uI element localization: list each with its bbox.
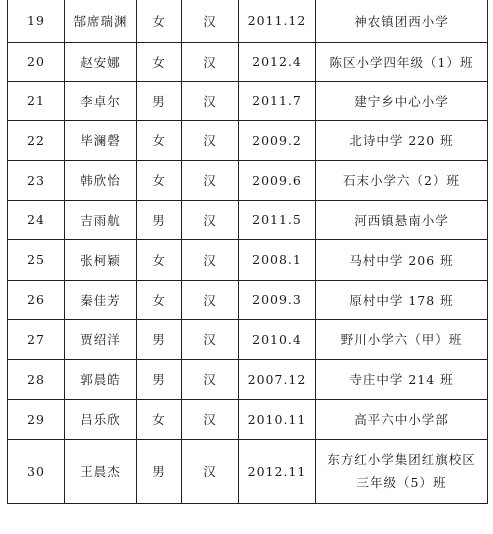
row-number: 27	[8, 319, 65, 359]
row-number: 19	[8, 0, 65, 42]
school-cell	[316, 239, 488, 280]
student-name: 王晨杰	[65, 439, 137, 503]
school-cell	[316, 359, 488, 399]
row-number: 29	[8, 399, 65, 439]
school-line: 神农镇团西小学	[354, 13, 449, 29]
gender-cell: 男	[137, 439, 182, 503]
ethnicity-cell: 汉	[182, 439, 239, 503]
gender-cell: 男	[137, 319, 182, 359]
student-name: 郜席瑞渊	[65, 0, 137, 42]
table-row	[8, 399, 488, 439]
ethnicity-cell: 汉	[182, 160, 239, 200]
birth-date-cell: 2009.6	[239, 160, 316, 200]
gender-cell: 男	[137, 200, 182, 239]
gender-cell: 女	[137, 160, 182, 200]
student-name: 毕澜磬	[65, 120, 137, 160]
school-line: 东方红小学集团红旗校区	[327, 452, 476, 467]
row-number: 24	[8, 200, 65, 239]
student-name: 秦佳芳	[65, 280, 137, 319]
row-number: 22	[8, 120, 65, 160]
school-cell	[316, 42, 488, 81]
birth-date-cell: 2011.12	[239, 0, 316, 42]
school-cell	[316, 160, 488, 200]
birth-date-cell: 2009.3	[239, 280, 316, 319]
student-name: 吉雨航	[65, 200, 137, 239]
table-row	[8, 359, 488, 399]
student-name: 韩欣怡	[65, 160, 137, 200]
birth-date-cell: 2012.11	[239, 439, 316, 503]
student-name: 吕乐欣	[65, 399, 137, 439]
gender-cell: 女	[137, 42, 182, 81]
school-line: 原村中学 178 班	[349, 292, 454, 308]
table-row	[8, 160, 488, 200]
ethnicity-cell: 汉	[182, 200, 239, 239]
school-line: 马村中学 206 班	[349, 252, 454, 268]
table-row	[8, 81, 488, 120]
school-line: 河西镇悬南小学	[354, 212, 449, 228]
school-cell	[316, 81, 488, 120]
table-row	[8, 120, 488, 160]
birth-date-cell: 2010.11	[239, 399, 316, 439]
roster-body	[8, 0, 488, 503]
school-cell	[316, 200, 488, 239]
birth-date-cell: 2011.5	[239, 200, 316, 239]
gender-cell: 女	[137, 0, 182, 42]
student-roster-table	[7, 0, 488, 504]
ethnicity-cell: 汉	[182, 319, 239, 359]
student-name: 郭晨皓	[65, 359, 137, 399]
gender-cell: 男	[137, 81, 182, 120]
birth-date-cell: 2012.4	[239, 42, 316, 81]
gender-cell: 女	[137, 280, 182, 319]
table-row	[8, 42, 488, 81]
table-row	[8, 0, 488, 42]
row-number: 30	[8, 439, 65, 503]
school-cell	[316, 280, 488, 319]
ethnicity-cell: 汉	[182, 239, 239, 280]
school-line: 野川小学六（甲）班	[340, 332, 463, 347]
school-line: 北诗中学 220 班	[349, 133, 454, 148]
gender-cell: 女	[137, 239, 182, 280]
birth-date-cell: 2011.7	[239, 81, 316, 120]
row-number: 20	[8, 42, 65, 81]
school-cell	[316, 0, 488, 42]
school-line: 三年级（5）班	[356, 475, 447, 490]
school-line: 石末小学六（2）班	[343, 173, 460, 188]
school-line: 建宁乡中心小学	[354, 93, 449, 109]
table-row	[8, 200, 488, 239]
school-line: 寺庄中学 214 班	[349, 372, 454, 387]
table-row	[8, 239, 488, 280]
school-cell	[316, 120, 488, 160]
gender-cell: 女	[137, 399, 182, 439]
row-number: 26	[8, 280, 65, 319]
student-name: 张柯颖	[65, 239, 137, 280]
table-row	[8, 439, 488, 503]
birth-date-cell: 2007.12	[239, 359, 316, 399]
school-cell	[316, 399, 488, 439]
gender-cell: 女	[137, 120, 182, 160]
school-line: 高平六中小学部	[354, 412, 449, 427]
school-cell	[316, 319, 488, 359]
ethnicity-cell: 汉	[182, 120, 239, 160]
row-number: 25	[8, 239, 65, 280]
row-number: 21	[8, 81, 65, 120]
table-row	[8, 319, 488, 359]
birth-date-cell: 2009.2	[239, 120, 316, 160]
birth-date-cell: 2010.4	[239, 319, 316, 359]
school-cell	[316, 439, 488, 503]
student-name: 李卓尔	[65, 81, 137, 120]
gender-cell: 男	[137, 359, 182, 399]
ethnicity-cell: 汉	[182, 42, 239, 81]
table-row	[8, 280, 488, 319]
school-line: 陈区小学四年级（1）班	[329, 54, 474, 70]
ethnicity-cell: 汉	[182, 81, 239, 120]
ethnicity-cell: 汉	[182, 0, 239, 42]
ethnicity-cell: 汉	[182, 280, 239, 319]
row-number: 23	[8, 160, 65, 200]
ethnicity-cell: 汉	[182, 359, 239, 399]
row-number: 28	[8, 359, 65, 399]
birth-date-cell: 2008.1	[239, 239, 316, 280]
student-name: 赵安娜	[65, 42, 137, 81]
student-name: 贾绍洋	[65, 319, 137, 359]
ethnicity-cell: 汉	[182, 399, 239, 439]
